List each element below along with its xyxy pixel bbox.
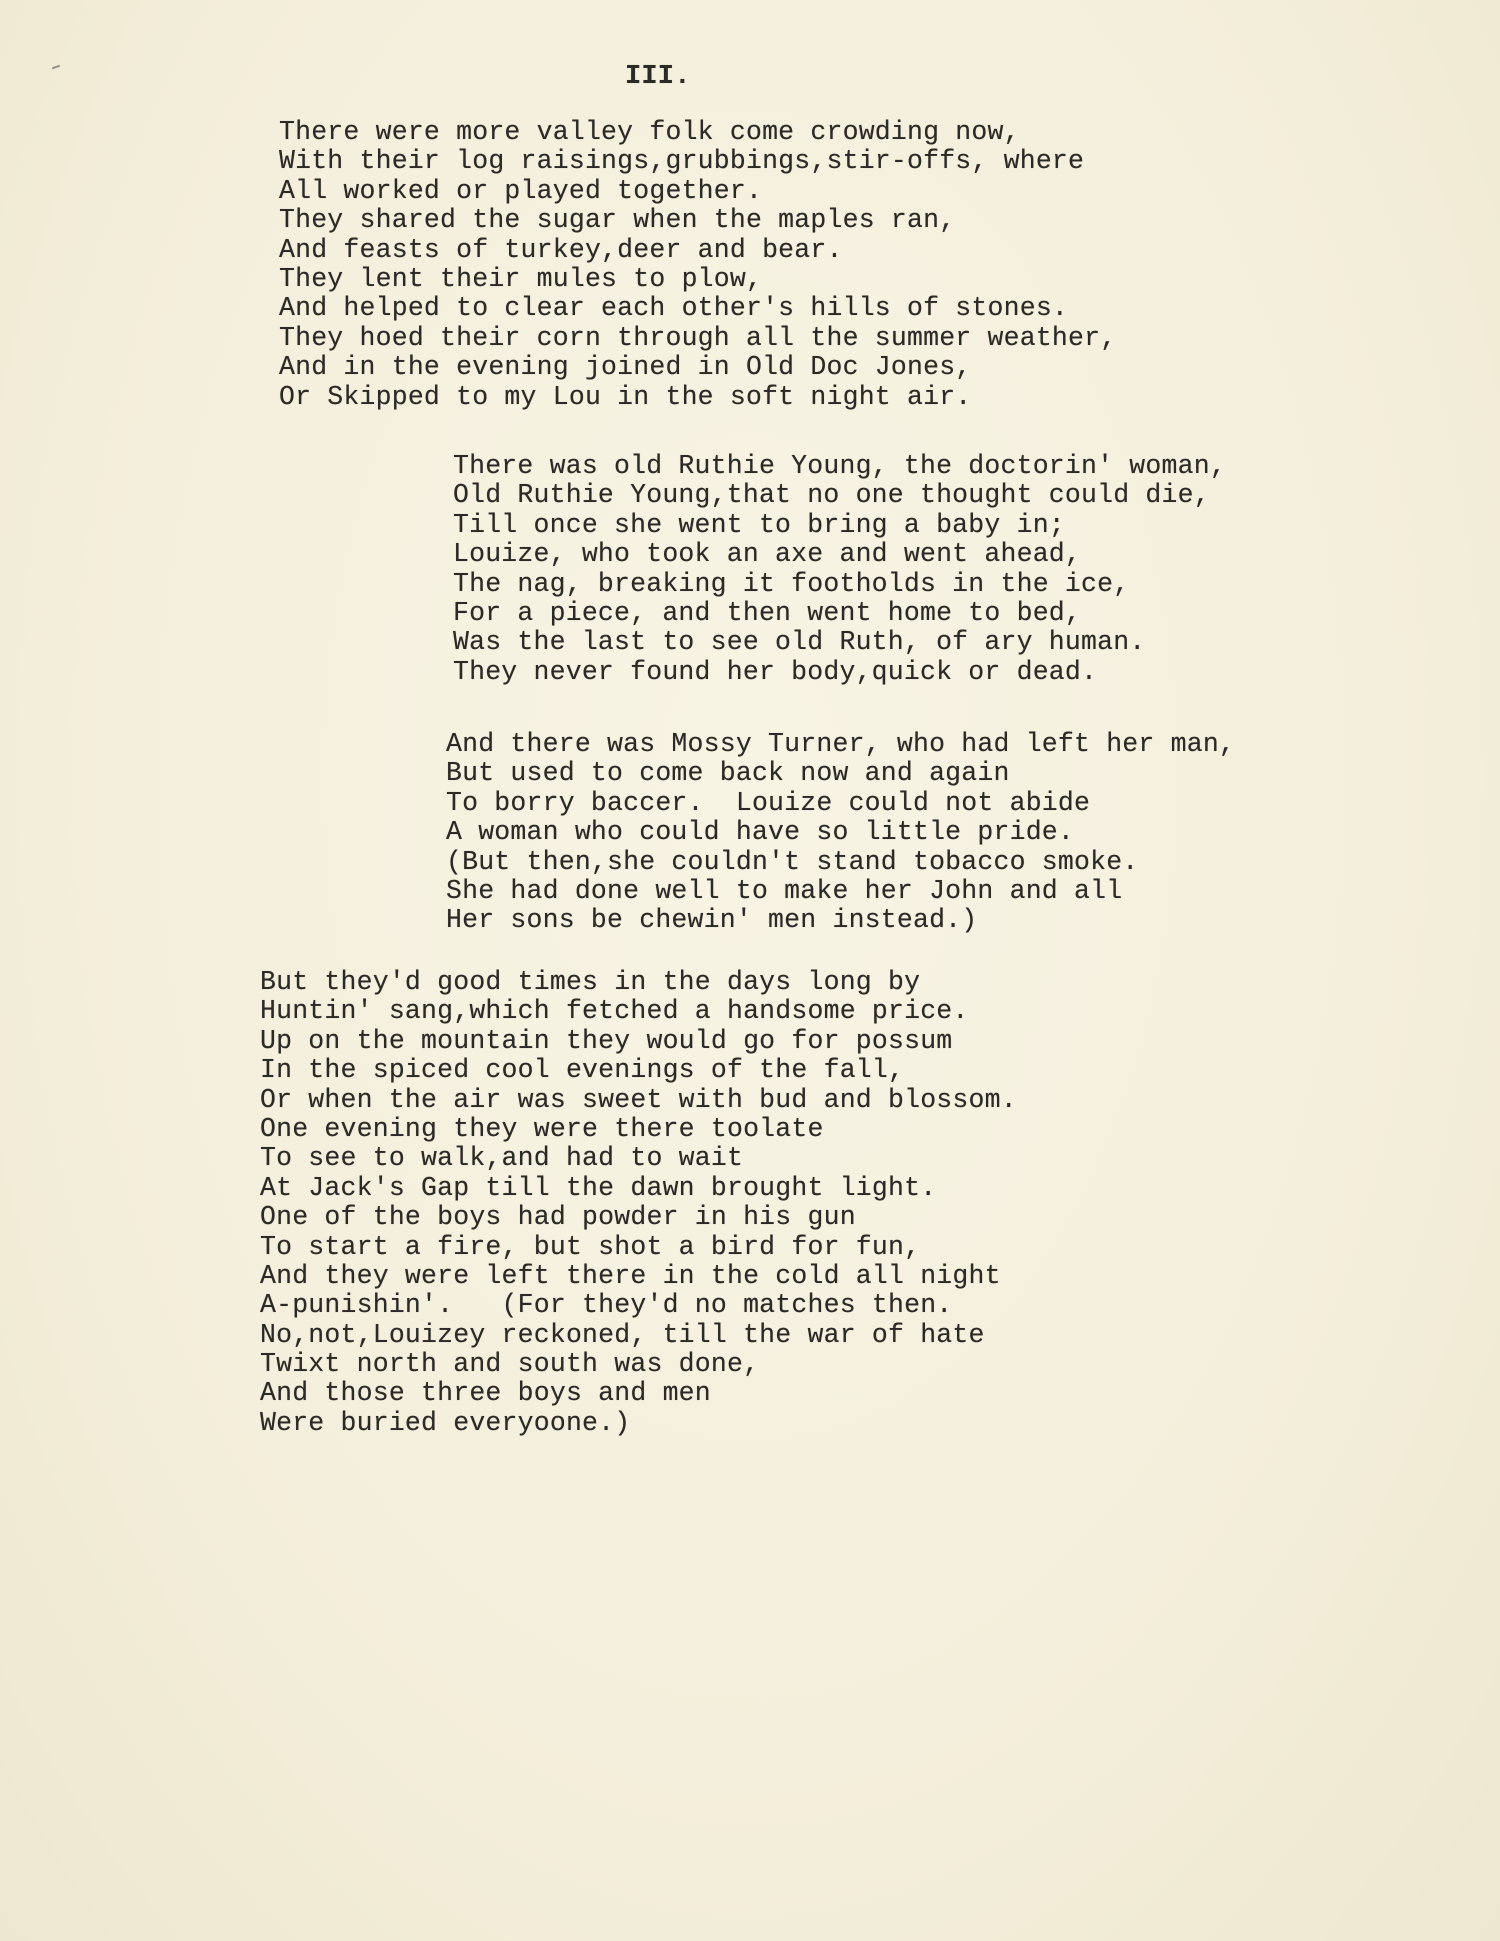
- poem-line: Her sons be chewin' men instead.): [446, 905, 978, 936]
- stanza: [446, 730, 1235, 936]
- poem-line: They never found her body,quick or dead.: [453, 656, 1098, 687]
- stanza: [279, 118, 1116, 412]
- poem-line: Or when the air was sweet with bud and blossom.: [260, 1084, 1017, 1115]
- poem-line: Twixt north and south was done,: [260, 1349, 760, 1380]
- poem-line: They lent their mules to plow,: [279, 263, 763, 294]
- poem-line: Till once she went to bring a baby in;: [453, 509, 1065, 540]
- poem-line: To borry baccer. Louize could not abide: [446, 787, 1091, 818]
- poem-line: But they'd good times in the days long by: [260, 967, 921, 997]
- poem-line: And there was Mossy Turner, who had left her man,: [446, 729, 1236, 759]
- poem-line: One of the boys had powder in his gun: [260, 1202, 856, 1233]
- poem-line: Huntin' sang,which fetched a handsome price.: [260, 996, 969, 1027]
- poem-line: Were buried everyoone.): [260, 1407, 631, 1438]
- poem-line: They hoed their corn through all the summer weather,: [279, 322, 1117, 353]
- poem-line: To see to walk,and had to wait: [260, 1143, 744, 1174]
- poem-line: A woman who could have so little pride.: [446, 817, 1075, 848]
- poem-line: (But then,she couldn't stand tobacco smoke.: [446, 846, 1139, 877]
- stanza: [453, 452, 1226, 687]
- poem-line: And feasts of turkey,deer and bear.: [279, 234, 843, 265]
- poem-line: In the spiced cool evenings of the fall,: [260, 1055, 905, 1086]
- poem-line: But used to come back now and again: [446, 758, 1010, 789]
- stanza: [260, 968, 1017, 1438]
- poem-line: Was the last to see old Ruth, of ary human.: [453, 627, 1146, 658]
- poem-line: And they were left there in the cold all night: [260, 1260, 1001, 1291]
- poem-line: They shared the sugar when the maples ran,: [279, 205, 956, 236]
- poem-line: No,not,Louizey reckoned, till the war of hate: [260, 1319, 985, 1350]
- poem-line: Old Ruthie Young,that no one thought could die,: [453, 480, 1210, 511]
- poem-line: Or Skipped to my Lou in the soft night air.: [279, 381, 972, 412]
- poem-line: With their log raisings,grubbings,stir-offs, where: [279, 146, 1085, 177]
- poem-line: And helped to clear each other's hills of stones.: [279, 293, 1069, 324]
- poem-line: To start a fire, but shot a bird for fun,: [260, 1231, 921, 1262]
- poem-line: One evening they were there toolate: [260, 1113, 824, 1144]
- poem-line: For a piece, and then went home to bed,: [453, 597, 1082, 628]
- poem-line: And in the evening joined in Old Doc Jones,: [279, 352, 972, 383]
- poem-line: Up on the mountain they would go for possum: [260, 1025, 953, 1056]
- poem-line: The nag, breaking it footholds in the ice,: [453, 568, 1130, 599]
- poem-line: There were more valley folk come crowding now,: [279, 117, 1020, 147]
- poem-line: A-punishin'. (For they'd no matches then.: [260, 1290, 953, 1321]
- poem-line: And those three boys and men: [260, 1378, 711, 1409]
- poem-line: All worked or played together.: [279, 175, 763, 206]
- poem-line: Louize, who took an axe and went ahead,: [453, 539, 1082, 570]
- poem-line: At Jack's Gap till the dawn brought light.: [260, 1172, 937, 1203]
- paper-mark: [52, 65, 60, 70]
- section-title: III.: [625, 62, 691, 92]
- poem-line: There was old Ruthie Young, the doctorin' woman,: [453, 451, 1226, 481]
- poem-line: She had done well to make her John and all: [446, 875, 1123, 906]
